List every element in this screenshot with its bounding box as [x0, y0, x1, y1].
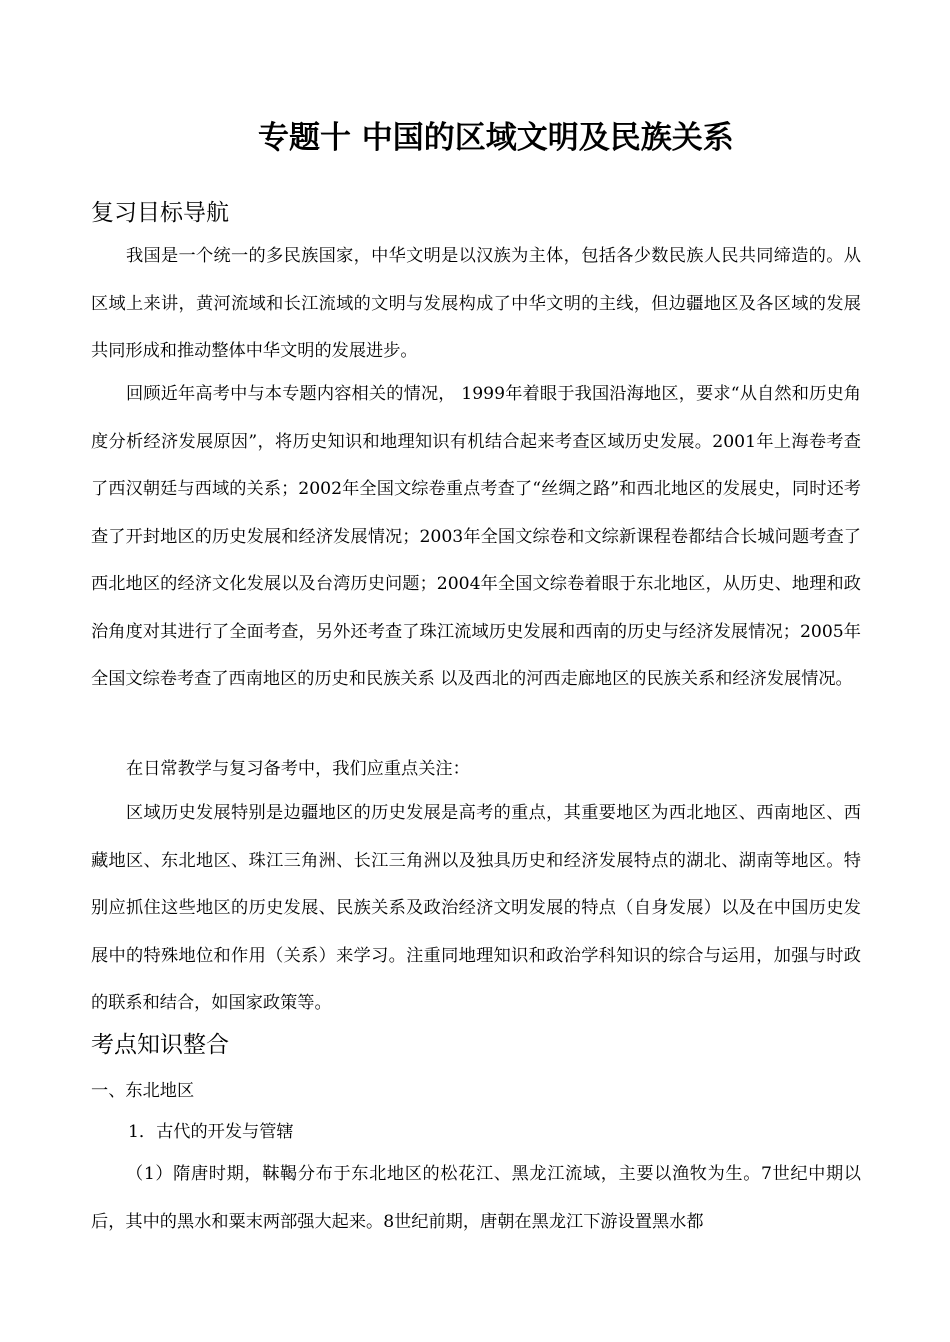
paragraph-exam-review: 回顾近年高考中与本专题内容相关的情况， 1999年着眼于我国沿海地区，要求“从自然和历史角度分析经济发展原因”，将历史知识和地理知识有机结合起来考查区域历史发展。2001年上海卷考查了西汉朝廷与西域的关系；2002年全国文综卷重点考查了“丝绸之路”和西北地区的发展史，同时还考查了开封地区的历史发展和经济发展情况；2003年全国文综卷和文综新课程卷都结合长城问题考查了西北地区的经济文化发展以及台湾历史问题；2004年全国文综卷着眼于东北地区，从历史、地理和政治角度对其进行了全面考查，另外还考查了珠江流域历史发展和西南的历史与经济发展情况；2005年全国文综卷考查了西南地区的历史和民族关系 以及西北的河西走廊地区的民族关系和经济发展情况。	[91, 384, 861, 689]
paragraph-focus-lead: 在日常教学与复习备考中，我们应重点关注：	[126, 759, 470, 779]
paragraph-sui-tang: （1）隋唐时期，靺鞨分布于东北地区的松花江、黑龙江流域，主要以渔牧为生。7世纪中期以后，其中的黑水和粟末两部强大起来。8世纪前期，唐朝在黑龙江下游设置黑水都	[91, 1164, 861, 1232]
subheading-northeast: 一、东北地区	[91, 1081, 195, 1101]
section-heading-review-goals: 复习目标导航	[91, 200, 229, 226]
subheading-ancient-development: 1．古代的开发与管辖	[128, 1122, 294, 1142]
paragraph-intro: 我国是一个统一的多民族国家，中华文明是以汉族为主体，包括各少数民族人民共同缔造的。从区域上来讲，黄河流域和长江流域的文明与发展构成了中华文明的主线，但边疆地区及各区域的发展共同形成和推动整体中华文明的发展进步。	[91, 246, 861, 361]
paragraph-focus-detail: 区域历史发展特别是边疆地区的历史发展是高考的重点，其重要地区为西北地区、西南地区、西藏地区、东北地区、珠江三角洲、长江三角洲以及独具历史和经济发展特点的湖北、湖南等地区。特别应抓住这些地区的历史发展、民族关系及政治经济文明发展的特点（自身发展）以及在中国历史发展中的特殊地位和作用（关系）来学习。注重同地理知识和政治学科知识的综合与运用，加强与时政的联系和结合，如国家政策等。	[91, 803, 861, 1013]
section-heading-knowledge: 考点知识整合	[91, 1032, 229, 1058]
document-title: 专题十 中国的区域文明及民族关系	[258, 120, 734, 156]
